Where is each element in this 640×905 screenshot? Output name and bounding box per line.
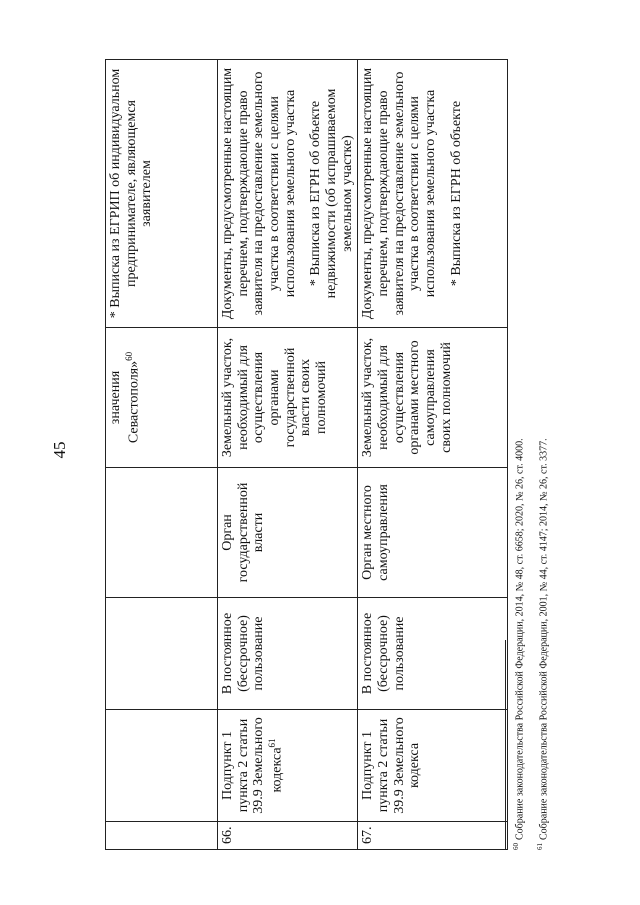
documents-item: Документы, предусмотренные настоящим перечнем, подтверждающие право заявителя на предоставление земельного участка в соответствии с целями использования земельного участка (220, 67, 298, 320)
cell-right-type: В постоянное (бессрочное) пользование (358, 598, 508, 710)
table-row (218, 60, 358, 850)
cell-empty (106, 710, 218, 822)
cell-docs-continuation: * Выписка из ЕГРИП об индивидуальном предпринимателе, являющемся заявителем (106, 60, 218, 328)
document-table (105, 59, 508, 850)
cell-row-number: 66. (218, 822, 358, 850)
cell-documents (218, 60, 358, 328)
table-row-continuation (106, 60, 218, 850)
documents-item: * Выписка из ЕГРН об объекте недвижимости (об испрашиваемом земельном участке) (308, 88, 355, 299)
documents-item: * Выписка из ЕГРН об объекте (448, 100, 464, 287)
cell-documents (358, 60, 508, 328)
footnote: $^{61}$Собрание законодательства Российской Федерации, 2001, № 44, ст. 4147; 2014, № 26, ст. 3377. (536, 438, 550, 850)
cell-legal-basis: Подпункт 1 пункта 2 статьи 39.9 Земельного кодекса (358, 710, 508, 822)
cell-recipient: Орган государственной власти (218, 468, 358, 598)
cell-recipient: Орган местного самоуправления (358, 468, 508, 598)
rotated-content (105, 60, 560, 850)
cell-empty (106, 468, 218, 598)
cell-land-plot: Земельный участок, необходимый для осуществления органами государственной власти своих полномочий (218, 328, 358, 468)
page-number: 45 (50, 441, 69, 459)
footnote: $^{60}$Собрание законодательства Российской Федерации, 2014, № 48, ст. 6658; 2020, № 26, ст. 4000. (512, 438, 526, 850)
documents-item: Документы, предусмотренные настоящим перечнем, подтверждающие право заявителя на предоставление земельного участка в соответствии с целями использования земельного участка (360, 67, 439, 320)
cell-empty (106, 822, 218, 850)
cell-right-type: В постоянное (бессрочное) пользование (218, 598, 358, 710)
table-row (358, 60, 508, 850)
cell-land-continuation: значения Севастополя»$^{60}$ (106, 328, 218, 468)
cell-row-number: 67. (358, 822, 508, 850)
cell-land-plot: Земельный участок, необходимый для осуществления органами местного самоуправления своих полномочий (358, 328, 508, 468)
cell-legal-basis: Подпункт 1 пункта 2 статьи 39.9 Земельного кодекса$^{61}$ (218, 710, 358, 822)
cell-empty (106, 598, 218, 710)
footnotes (505, 60, 561, 850)
footnote-divider (505, 640, 506, 850)
